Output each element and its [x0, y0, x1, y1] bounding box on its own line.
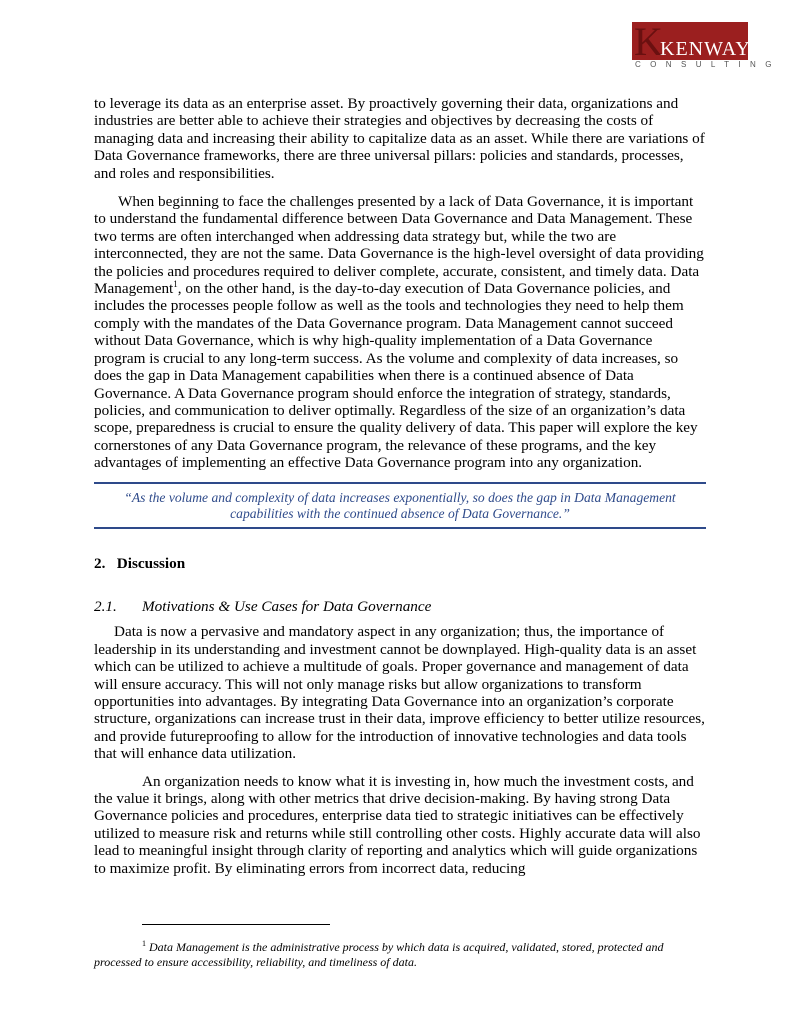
subsection-number: 2.1. — [94, 597, 117, 615]
footnote-text: Data Management is the administrative process by which data is acquired, validated, stored, protected and processed to ensure accessibility, reliability, and timeliness of data. — [94, 940, 664, 969]
paragraph-2-text-b: , on the other hand, is the day-to-day execution of Data Governance policies, and includes the processes people follow as well as the tools and technologies they need to help them comply with the mandates of the Data Governance program. Data Management cannot succeed without Data Governance, which is why high-quality implementation of a Data Governance program is crucial to any long-term success. As the volume and complexity of data increases, so does the gap in Data Management capabilities when there is a continued absence of Data Governance. A Data Governance program should enforce the integration of strategy, standards, policies, and communication to deliver optimally. Regardless of the size of an organization’s data scope, preparedness is crucial to ensure the quality delivery of data. This paper will explore the key cornerstones of any Data Governance program, the relevance of these programs, and the key advantages of implementing an effective Data Governance program into any organization. — [94, 280, 698, 472]
logo-tagline: CONSULTING — [635, 60, 781, 69]
paragraph-2-text-a: When beginning to face the challenges presented by a lack of Data Governance, it is important to understand the fundamental difference between Data Governance and Data Management. These two terms are often interchanged when addressing data strategy but, while the two are interconnected, they are not the same. Data Governance is the high-level oversight of data providing the policies and procedures required to deliver complete, accurate, consistent, and timely data. Data Management — [94, 193, 704, 298]
paragraph-4: An organization needs to know what it is investing in, how much the investment costs, and the value it brings, along with other metrics that drive decision-making. By having strong Data Governance policies and procedures, enterprise data tied to strategic initiatives can be effectively utilized to measure risk and returns while still controlling other costs. Highly accurate data will also lead to meaningful insight through clarity of reporting and analytics which will guide organizations to maximize profit. By eliminating errors from incorrect data, reducing — [94, 772, 701, 877]
page-body — [94, 95, 706, 877]
pull-quote: “As the volume and complexity of data increases exponentially, so does the gap in Data Management capabilities with the continued absence of Data Governance.” — [94, 482, 706, 529]
footnote — [94, 940, 706, 970]
footnote-ref: 1 — [173, 279, 178, 289]
section-heading — [94, 555, 706, 572]
paragraph-1: to leverage its data as an enterprise asset. By proactively governing their data, organizations and industries are better able to achieve their strategies and objectives by decreasing the costs of managing data and increasing their ability to capitalize data as an asset. While there are variations of Data Governance frameworks, there are three universal pillars: policies and standards, processes, and roles and responsibilities. — [94, 95, 705, 182]
kenway-logo — [632, 19, 781, 69]
logo-letter: K — [634, 19, 663, 64]
subsection-title: Motivations & Use Cases for Data Governance — [142, 597, 432, 615]
section-title: Discussion — [116, 554, 186, 572]
logo-name: KENWAY — [660, 38, 751, 60]
footnote-number: 1 — [142, 939, 146, 948]
paragraph-3: Data is now a pervasive and mandatory aspect in any organization; thus, the importance of leadership in its understanding and investment cannot be downplayed. High-quality data is an asset which can be utilized to achieve a multitude of goals. Proper governance and management of data will ensure accuracy. This will not only manage risks but allow organizations to transform opportunities into advantages. By integrating Data Governance into an organization’s corporate structure, organizations can increase trust in their data, improve efficiency to better utilize resources, and provide futureproofing to allow for the introduction of innovative technologies and data tools that will enhance data utilization. — [94, 623, 705, 763]
footnote-divider — [142, 924, 330, 925]
subsection-heading — [94, 598, 706, 615]
paragraph-2 — [94, 193, 706, 472]
section-number: 2. — [94, 554, 106, 572]
